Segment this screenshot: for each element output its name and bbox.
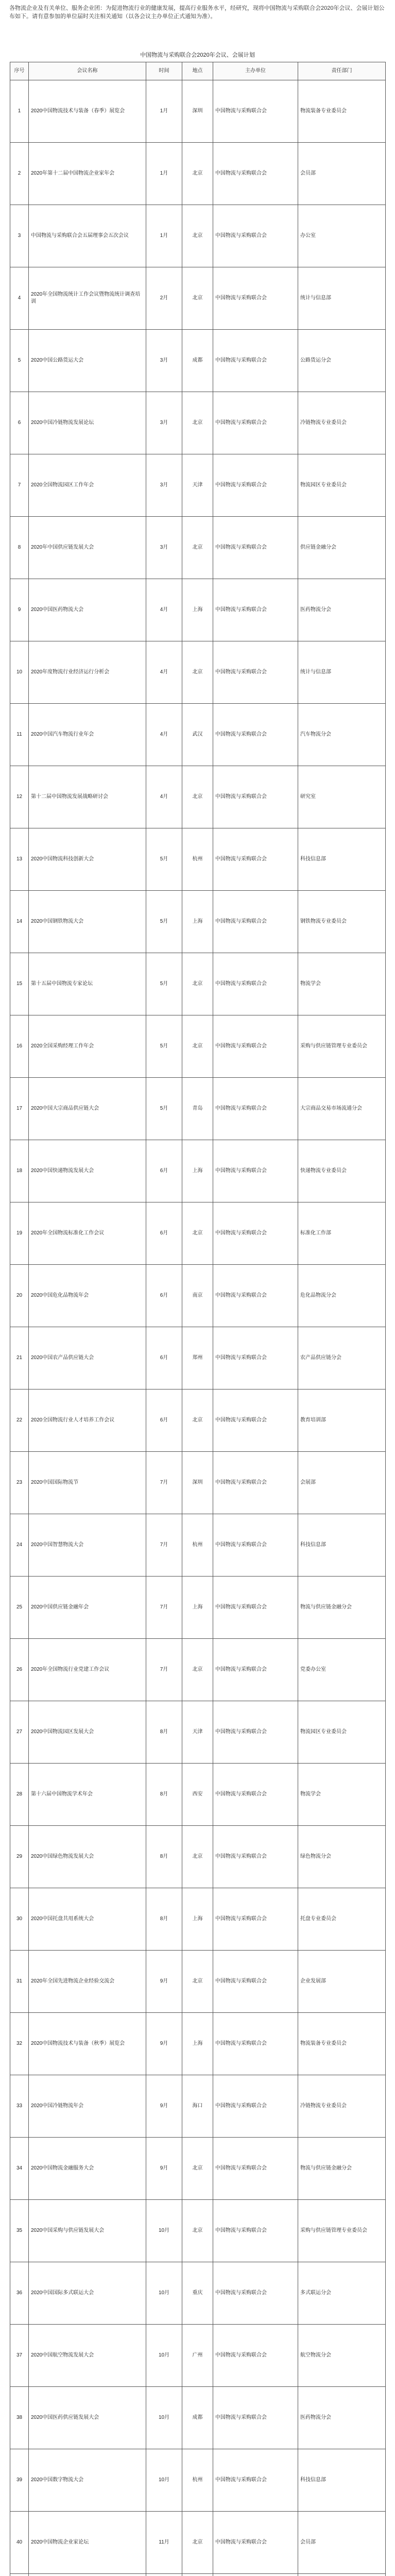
cell-conference-name: 2020中国托盘共用系统大会 bbox=[29, 1888, 146, 1951]
cell-department: 研究室 bbox=[298, 766, 386, 828]
cell-location: 北京 bbox=[182, 205, 213, 267]
cell-conference-name: 中国物流与采购联合会五届理事会五次会议 bbox=[29, 205, 146, 267]
cell-location bbox=[182, 2574, 213, 2576]
cell-index: 1 bbox=[10, 80, 29, 143]
table-row bbox=[10, 2449, 386, 2512]
cell-index: 39 bbox=[10, 2449, 29, 2512]
cell-department: 物流与供应链金融分会 bbox=[298, 2138, 386, 2200]
cell-department: 医药物流分会 bbox=[298, 579, 386, 641]
table-row bbox=[10, 1888, 386, 1951]
cell-organizer: 中国物流与采购联合会 bbox=[213, 2200, 298, 2262]
cell-conference-name: 2020中国采购与供应链发展大会 bbox=[29, 2200, 146, 2262]
cell-index: 17 bbox=[10, 1078, 29, 1140]
cell-conference-name: 2020中国绿色物流发展大会 bbox=[29, 1826, 146, 1888]
table-row bbox=[10, 80, 386, 143]
cell-index: 33 bbox=[10, 2075, 29, 2138]
table-row bbox=[10, 454, 386, 517]
cell-conference-name: 2020中国物流园区发展大会 bbox=[29, 1701, 146, 1764]
cell-department: 会员部 bbox=[298, 2512, 386, 2574]
cell-location: 成都 bbox=[182, 330, 213, 392]
cell-location: 天津 bbox=[182, 1701, 213, 1764]
cell-location: 北京 bbox=[182, 2200, 213, 2262]
table-row bbox=[10, 1202, 386, 1265]
cell-conference-name: 2020年全国物流统计工作会议暨物流统计调查培训 bbox=[29, 267, 146, 330]
table-row bbox=[10, 1577, 386, 1639]
cell-organizer: 中国物流与采购联合会 bbox=[213, 1202, 298, 1265]
cell-time: 3月 bbox=[146, 392, 182, 454]
cell-location: 北京 bbox=[182, 143, 213, 205]
cell-location: 成都 bbox=[182, 2387, 213, 2449]
cell-location: 上海 bbox=[182, 891, 213, 953]
cell-conference-name: 2020中国数字物流大会 bbox=[29, 2449, 146, 2512]
cell-index: 27 bbox=[10, 1701, 29, 1764]
table-row bbox=[10, 1327, 386, 1389]
cell-time: 6月 bbox=[146, 1140, 182, 1202]
cell-location: 青岛 bbox=[182, 1078, 213, 1140]
cell-department: 冷链物流专业委员会 bbox=[298, 2075, 386, 2138]
cell-location: 北京 bbox=[182, 517, 213, 579]
cell-organizer: 中国物流与采购联合会 bbox=[213, 330, 298, 392]
cell-organizer: 中国物流与采购联合会 bbox=[213, 2075, 298, 2138]
cell-index: 32 bbox=[10, 2013, 29, 2075]
cell-conference-name: 2020全国采购经理工作年会 bbox=[29, 1015, 146, 1078]
cell-conference-name: 2020中国大宗商品供应链大会 bbox=[29, 1078, 146, 1140]
cell-time: 7月 bbox=[146, 1514, 182, 1577]
table-row bbox=[10, 143, 386, 205]
cell-time: 8月 bbox=[146, 1701, 182, 1764]
cell-organizer: 中国物流与采购联合会 bbox=[213, 80, 298, 143]
table-row bbox=[10, 1140, 386, 1202]
cell-department: 多式联运分会 bbox=[298, 2262, 386, 2325]
cell-location: 上海 bbox=[182, 1888, 213, 1951]
cell-location: 北京 bbox=[182, 1202, 213, 1265]
cell-department: 汽车物流分会 bbox=[298, 704, 386, 766]
cell-organizer: 中国物流与采购联合会 bbox=[213, 454, 298, 517]
cell-time: 4月 bbox=[146, 641, 182, 704]
cell-conference-name: 2020中国医药供应链发展大会 bbox=[29, 2387, 146, 2449]
cell-conference-name: 2020中国公路货运大会 bbox=[29, 330, 146, 392]
cell-location: 北京 bbox=[182, 953, 213, 1015]
header-index: 序号 bbox=[10, 62, 29, 80]
cell-index: 7 bbox=[10, 454, 29, 517]
cell-time: 4月 bbox=[146, 766, 182, 828]
cell-index: 4 bbox=[10, 267, 29, 330]
cell-index: 8 bbox=[10, 517, 29, 579]
table-row bbox=[10, 953, 386, 1015]
table-row bbox=[10, 205, 386, 267]
cell-conference-name: 2020中国物流技术与装备（春季）展览会 bbox=[29, 80, 146, 143]
cell-conference-name: 第十五届中国物流专家论坛 bbox=[29, 953, 146, 1015]
cell-conference-name: 2020年全国物流行业党建工作会议 bbox=[29, 1639, 146, 1701]
cell-index: 10 bbox=[10, 641, 29, 704]
cell-location: 广州 bbox=[182, 2325, 213, 2387]
cell-location: 武汉 bbox=[182, 704, 213, 766]
cell-index: 9 bbox=[10, 579, 29, 641]
cell-location: 北京 bbox=[182, 766, 213, 828]
cell-time: 10月 bbox=[146, 2262, 182, 2325]
cell-time: 10月 bbox=[146, 2200, 182, 2262]
cell-location: 上海 bbox=[182, 579, 213, 641]
cell-time: 8月 bbox=[146, 1764, 182, 1826]
cell-time: 11月 bbox=[146, 2512, 182, 2574]
cell-department: 会员部 bbox=[298, 143, 386, 205]
cell-organizer: 中国物流与采购联合会 bbox=[213, 953, 298, 1015]
table-row bbox=[10, 1951, 386, 2013]
cell-index: 30 bbox=[10, 1888, 29, 1951]
cell-time bbox=[146, 2574, 182, 2576]
cell-organizer: 中国物流与采购联合会 bbox=[213, 1577, 298, 1639]
header-time: 时间 bbox=[146, 62, 182, 80]
cell-location: 北京 bbox=[182, 1826, 213, 1888]
cell-time: 9月 bbox=[146, 1951, 182, 2013]
cell-department: 物流学会 bbox=[298, 953, 386, 1015]
cell-index: 18 bbox=[10, 1140, 29, 1202]
cell-department: 航空物流分会 bbox=[298, 2325, 386, 2387]
cell-conference-name: 2020中国农产品供应链大会 bbox=[29, 1327, 146, 1389]
cell-index: 5 bbox=[10, 330, 29, 392]
cell-location: 上海 bbox=[182, 1577, 213, 1639]
cell-organizer: 中国物流与采购联合会 bbox=[213, 2138, 298, 2200]
cell-index: 11 bbox=[10, 704, 29, 766]
cell-time: 7月 bbox=[146, 1452, 182, 1514]
cell-location: 北京 bbox=[182, 1389, 213, 1452]
table-row bbox=[10, 704, 386, 766]
cell-conference-name: 2020中国智慧物流大会 bbox=[29, 1514, 146, 1577]
table-row bbox=[10, 2075, 386, 2138]
table-row bbox=[10, 1452, 386, 1514]
cell-location: 北京 bbox=[182, 267, 213, 330]
cell-organizer: 中国物流与采购联合会 bbox=[213, 1951, 298, 2013]
cell-index: 29 bbox=[10, 1826, 29, 1888]
cell-time: 9月 bbox=[146, 2013, 182, 2075]
cell-organizer: 中国物流与采购联合会 bbox=[213, 766, 298, 828]
conference-schedule-table bbox=[10, 62, 386, 2576]
cell-time: 6月 bbox=[146, 1327, 182, 1389]
cell-location: 北京 bbox=[182, 2138, 213, 2200]
cell-organizer: 中国物流与采购联合会 bbox=[213, 517, 298, 579]
cell-organizer: 中国物流与采购联合会 bbox=[213, 1826, 298, 1888]
cell-time: 5月 bbox=[146, 1078, 182, 1140]
cell-time: 6月 bbox=[146, 1202, 182, 1265]
cell-time: 5月 bbox=[146, 891, 182, 953]
cell-time: 10月 bbox=[146, 2449, 182, 2512]
cell-time: 10月 bbox=[146, 2387, 182, 2449]
cell-index: 2 bbox=[10, 143, 29, 205]
cell-organizer: 中国物流与采购联合会 bbox=[213, 1701, 298, 1764]
cell-index: 22 bbox=[10, 1389, 29, 1452]
cell-organizer: 中国物流与采购联合会 bbox=[213, 1389, 298, 1452]
cell-department: 供应链金融分会 bbox=[298, 517, 386, 579]
cell-department: 公路货运分会 bbox=[298, 330, 386, 392]
table-row bbox=[10, 1015, 386, 1078]
cell-time: 6月 bbox=[146, 1389, 182, 1452]
table-row bbox=[10, 392, 386, 454]
cell-conference-name: 2020年度物流行业经济运行分析会 bbox=[29, 641, 146, 704]
intro-paragraph: 各物流企业及有关单位、服务企业团：为促进物流行业的健康发展，提高行业服务水平，经研究，现将中国物流与采购联合会2020年会议、会展计划公布如下。请有意参加的单位届时关注相关通知（以各会议主办单位正式通知为准）。 bbox=[9, 5, 385, 20]
cell-organizer: 中国物流与采购联合会 bbox=[213, 579, 298, 641]
cell-organizer bbox=[213, 2574, 298, 2576]
cell-organizer: 中国物流与采购联合会 bbox=[213, 2449, 298, 2512]
cell-index: 24 bbox=[10, 1514, 29, 1577]
table-row bbox=[10, 579, 386, 641]
cell-index: 31 bbox=[10, 1951, 29, 2013]
cell-department: 钢铁物流专业委员会 bbox=[298, 891, 386, 953]
cell-organizer: 中国物流与采购联合会 bbox=[213, 2325, 298, 2387]
cell-conference-name: 第十六届中国物流学术年会 bbox=[29, 1764, 146, 1826]
table-row bbox=[10, 1826, 386, 1888]
cell-time: 8月 bbox=[146, 1826, 182, 1888]
cell-department: 物流与供应链金融分会 bbox=[298, 1577, 386, 1639]
cell-conference-name: 2020中国国际物流节 bbox=[29, 1452, 146, 1514]
cell-location: 北京 bbox=[182, 392, 213, 454]
cell-index: 25 bbox=[10, 1577, 29, 1639]
cell-location: 北京 bbox=[182, 2512, 213, 2574]
cell-time: 7月 bbox=[146, 1577, 182, 1639]
cell-department: 医药物流分会 bbox=[298, 2387, 386, 2449]
cell-department: 物流装备专业委员会 bbox=[298, 2013, 386, 2075]
cell-location: 西安 bbox=[182, 1764, 213, 1826]
table-row bbox=[10, 1078, 386, 1140]
cell-department: 教育培训部 bbox=[298, 1389, 386, 1452]
cell-time: 10月 bbox=[146, 2325, 182, 2387]
table-row bbox=[10, 2200, 386, 2262]
cell-location: 北京 bbox=[182, 1015, 213, 1078]
table-row bbox=[10, 330, 386, 392]
cell-index: 38 bbox=[10, 2387, 29, 2449]
cell-index: 28 bbox=[10, 1764, 29, 1826]
cell-time: 1月 bbox=[146, 143, 182, 205]
table-title: 中国物流与采购联合会2020年会议、会展计划 bbox=[140, 52, 255, 58]
cell-time: 4月 bbox=[146, 704, 182, 766]
cell-index: 21 bbox=[10, 1327, 29, 1389]
table-row bbox=[10, 2325, 386, 2387]
cell-index: 6 bbox=[10, 392, 29, 454]
cell-index: 26 bbox=[10, 1639, 29, 1701]
cell-organizer: 中国物流与采购联合会 bbox=[213, 891, 298, 953]
cell-department bbox=[298, 2574, 386, 2576]
cell-index: 16 bbox=[10, 1015, 29, 1078]
cell-location: 上海 bbox=[182, 1140, 213, 1202]
cell-conference-name: 2020中国物流金融服务大会 bbox=[29, 2138, 146, 2200]
cell-department: 采购与供应链管理专业委员会 bbox=[298, 1015, 386, 1078]
cell-department: 科技信息部 bbox=[298, 1514, 386, 1577]
table-row bbox=[10, 2574, 386, 2576]
cell-location: 深圳 bbox=[182, 80, 213, 143]
cell-time: 5月 bbox=[146, 828, 182, 891]
cell-time: 3月 bbox=[146, 330, 182, 392]
cell-conference-name: 2020中国物流科技创新大会 bbox=[29, 828, 146, 891]
cell-location: 北京 bbox=[182, 1639, 213, 1701]
cell-conference-name: 2020中国快递物流发展大会 bbox=[29, 1140, 146, 1202]
table-row bbox=[10, 1764, 386, 1826]
cell-index: 13 bbox=[10, 828, 29, 891]
cell-conference-name: 2020年全国物流标准化工作会议 bbox=[29, 1202, 146, 1265]
cell-department: 快递物流专业委员会 bbox=[298, 1140, 386, 1202]
cell-organizer: 中国物流与采购联合会 bbox=[213, 1514, 298, 1577]
cell-conference-name bbox=[29, 2574, 146, 2576]
cell-time: 5月 bbox=[146, 953, 182, 1015]
cell-conference-name: 2020中国航空物流发展大会 bbox=[29, 2325, 146, 2387]
cell-time: 7月 bbox=[146, 1639, 182, 1701]
table-row bbox=[10, 891, 386, 953]
cell-location: 郑州 bbox=[182, 1327, 213, 1389]
cell-time: 8月 bbox=[146, 1888, 182, 1951]
cell-organizer: 中国物流与采购联合会 bbox=[213, 205, 298, 267]
header-location: 地点 bbox=[182, 62, 213, 80]
cell-organizer: 中国物流与采购联合会 bbox=[213, 1452, 298, 1514]
cell-conference-name: 第十二届中国物流发展战略研讨会 bbox=[29, 766, 146, 828]
cell-organizer: 中国物流与采购联合会 bbox=[213, 267, 298, 330]
cell-location: 南京 bbox=[182, 1265, 213, 1327]
table-row bbox=[10, 2387, 386, 2449]
cell-location: 天津 bbox=[182, 454, 213, 517]
cell-conference-name: 2020中国危化品物流年会 bbox=[29, 1265, 146, 1327]
table-row bbox=[10, 2138, 386, 2200]
cell-index: 20 bbox=[10, 1265, 29, 1327]
cell-index: 23 bbox=[10, 1452, 29, 1514]
cell-department: 危化品物流分会 bbox=[298, 1265, 386, 1327]
cell-location: 重庆 bbox=[182, 2262, 213, 2325]
cell-location: 深圳 bbox=[182, 1452, 213, 1514]
cell-department: 采购与供应链管理专业委员会 bbox=[298, 2200, 386, 2262]
cell-location: 北京 bbox=[182, 1951, 213, 2013]
cell-organizer: 中国物流与采购联合会 bbox=[213, 392, 298, 454]
cell-organizer: 中国物流与采购联合会 bbox=[213, 1140, 298, 1202]
cell-department: 科技信息部 bbox=[298, 2449, 386, 2512]
table-row bbox=[10, 1265, 386, 1327]
cell-organizer: 中国物流与采购联合会 bbox=[213, 1764, 298, 1826]
cell-department: 物流园区专业委员会 bbox=[298, 1701, 386, 1764]
table-row bbox=[10, 641, 386, 704]
cell-location: 杭州 bbox=[182, 2449, 213, 2512]
cell-organizer: 中国物流与采购联合会 bbox=[213, 2512, 298, 2574]
cell-department: 农产品供应链分会 bbox=[298, 1327, 386, 1389]
cell-organizer: 中国物流与采购联合会 bbox=[213, 704, 298, 766]
cell-index: 3 bbox=[10, 205, 29, 267]
cell-department: 标准化工作部 bbox=[298, 1202, 386, 1265]
cell-conference-name: 2020中国钢铁物流大会 bbox=[29, 891, 146, 953]
cell-organizer: 中国物流与采购联合会 bbox=[213, 1327, 298, 1389]
cell-conference-name: 2020中国物流技术与装备（秋季）展览会 bbox=[29, 2013, 146, 2075]
cell-conference-name: 2020全国物流行业人才培养工作会议 bbox=[29, 1389, 146, 1452]
header-organizer: 主办单位 bbox=[213, 62, 298, 80]
cell-conference-name: 2020中国医药物流大会 bbox=[29, 579, 146, 641]
cell-conference-name: 2020中国冷链物流发展论坛 bbox=[29, 392, 146, 454]
cell-location: 海口 bbox=[182, 2075, 213, 2138]
cell-time: 5月 bbox=[146, 1015, 182, 1078]
cell-department: 党委办公室 bbox=[298, 1639, 386, 1701]
cell-department: 冷链物流专业委员会 bbox=[298, 392, 386, 454]
cell-time: 1月 bbox=[146, 80, 182, 143]
cell-organizer: 中国物流与采购联合会 bbox=[213, 1888, 298, 1951]
cell-time: 4月 bbox=[146, 579, 182, 641]
cell-organizer: 中国物流与采购联合会 bbox=[213, 2387, 298, 2449]
cell-department: 办公室 bbox=[298, 205, 386, 267]
cell-time: 1月 bbox=[146, 205, 182, 267]
cell-index: 35 bbox=[10, 2200, 29, 2262]
cell-department: 会展部 bbox=[298, 1452, 386, 1514]
cell-department: 统计与信息部 bbox=[298, 267, 386, 330]
cell-department: 物流园区专业委员会 bbox=[298, 454, 386, 517]
cell-conference-name: 2020中国国际多式联运大会 bbox=[29, 2262, 146, 2325]
table-row bbox=[10, 1639, 386, 1701]
cell-index: 34 bbox=[10, 2138, 29, 2200]
cell-index: 36 bbox=[10, 2262, 29, 2325]
cell-organizer: 中国物流与采购联合会 bbox=[213, 143, 298, 205]
cell-time: 3月 bbox=[146, 517, 182, 579]
cell-department: 大宗商品交易市场流通分会 bbox=[298, 1078, 386, 1140]
cell-organizer: 中国物流与采购联合会 bbox=[213, 2262, 298, 2325]
cell-index: 15 bbox=[10, 953, 29, 1015]
cell-time: 9月 bbox=[146, 2075, 182, 2138]
cell-department: 托盘专业委员会 bbox=[298, 1888, 386, 1951]
cell-conference-name: 2020全国物流园区工作年会 bbox=[29, 454, 146, 517]
cell-index: 19 bbox=[10, 1202, 29, 1265]
cell-time: 6月 bbox=[146, 1265, 182, 1327]
table-row bbox=[10, 517, 386, 579]
cell-location: 杭州 bbox=[182, 828, 213, 891]
cell-organizer: 中国物流与采购联合会 bbox=[213, 641, 298, 704]
cell-department: 科技信息部 bbox=[298, 828, 386, 891]
cell-index: 37 bbox=[10, 2325, 29, 2387]
cell-conference-name: 2020年中国供应链发展大会 bbox=[29, 517, 146, 579]
table-header-row bbox=[10, 62, 386, 80]
cell-location: 北京 bbox=[182, 641, 213, 704]
cell-time: 2月 bbox=[146, 267, 182, 330]
cell-department: 统计与信息部 bbox=[298, 641, 386, 704]
cell-index: 40 bbox=[10, 2512, 29, 2574]
cell-time: 9月 bbox=[146, 2138, 182, 2200]
cell-time: 3月 bbox=[146, 454, 182, 517]
cell-conference-name: 2020中国冷链物流年会 bbox=[29, 2075, 146, 2138]
table-row bbox=[10, 1701, 386, 1764]
cell-conference-name: 2020中国物流企业家论坛 bbox=[29, 2512, 146, 2574]
cell-department: 绿色物流分会 bbox=[298, 1826, 386, 1888]
cell-department: 物流装备专业委员会 bbox=[298, 80, 386, 143]
cell-conference-name: 2020年全国先进物流企业经验交流会 bbox=[29, 1951, 146, 2013]
cell-department: 物流学会 bbox=[298, 1764, 386, 1826]
header-conference-name: 会议名称 bbox=[29, 62, 146, 80]
table-row bbox=[10, 2512, 386, 2574]
cell-conference-name: 2020中国汽车物流行业年会 bbox=[29, 704, 146, 766]
header-department: 责任部门 bbox=[298, 62, 386, 80]
cell-organizer: 中国物流与采购联合会 bbox=[213, 1265, 298, 1327]
cell-index: 12 bbox=[10, 766, 29, 828]
cell-organizer: 中国物流与采购联合会 bbox=[213, 2013, 298, 2075]
cell-index bbox=[10, 2574, 29, 2576]
cell-location: 上海 bbox=[182, 2013, 213, 2075]
cell-organizer: 中国物流与采购联合会 bbox=[213, 1078, 298, 1140]
table-row bbox=[10, 1389, 386, 1452]
cell-organizer: 中国物流与采购联合会 bbox=[213, 828, 298, 891]
cell-index: 14 bbox=[10, 891, 29, 953]
table-row bbox=[10, 2262, 386, 2325]
table-row bbox=[10, 2013, 386, 2075]
cell-conference-name: 2020年第十二届中国物流企业家年会 bbox=[29, 143, 146, 205]
table-row bbox=[10, 267, 386, 330]
cell-location: 杭州 bbox=[182, 1514, 213, 1577]
cell-conference-name: 2020中国供应链金融年会 bbox=[29, 1577, 146, 1639]
cell-organizer: 中国物流与采购联合会 bbox=[213, 1639, 298, 1701]
table-row bbox=[10, 766, 386, 828]
table-row bbox=[10, 1514, 386, 1577]
cell-department: 企业发展部 bbox=[298, 1951, 386, 2013]
cell-organizer: 中国物流与采购联合会 bbox=[213, 1015, 298, 1078]
table-row bbox=[10, 828, 386, 891]
